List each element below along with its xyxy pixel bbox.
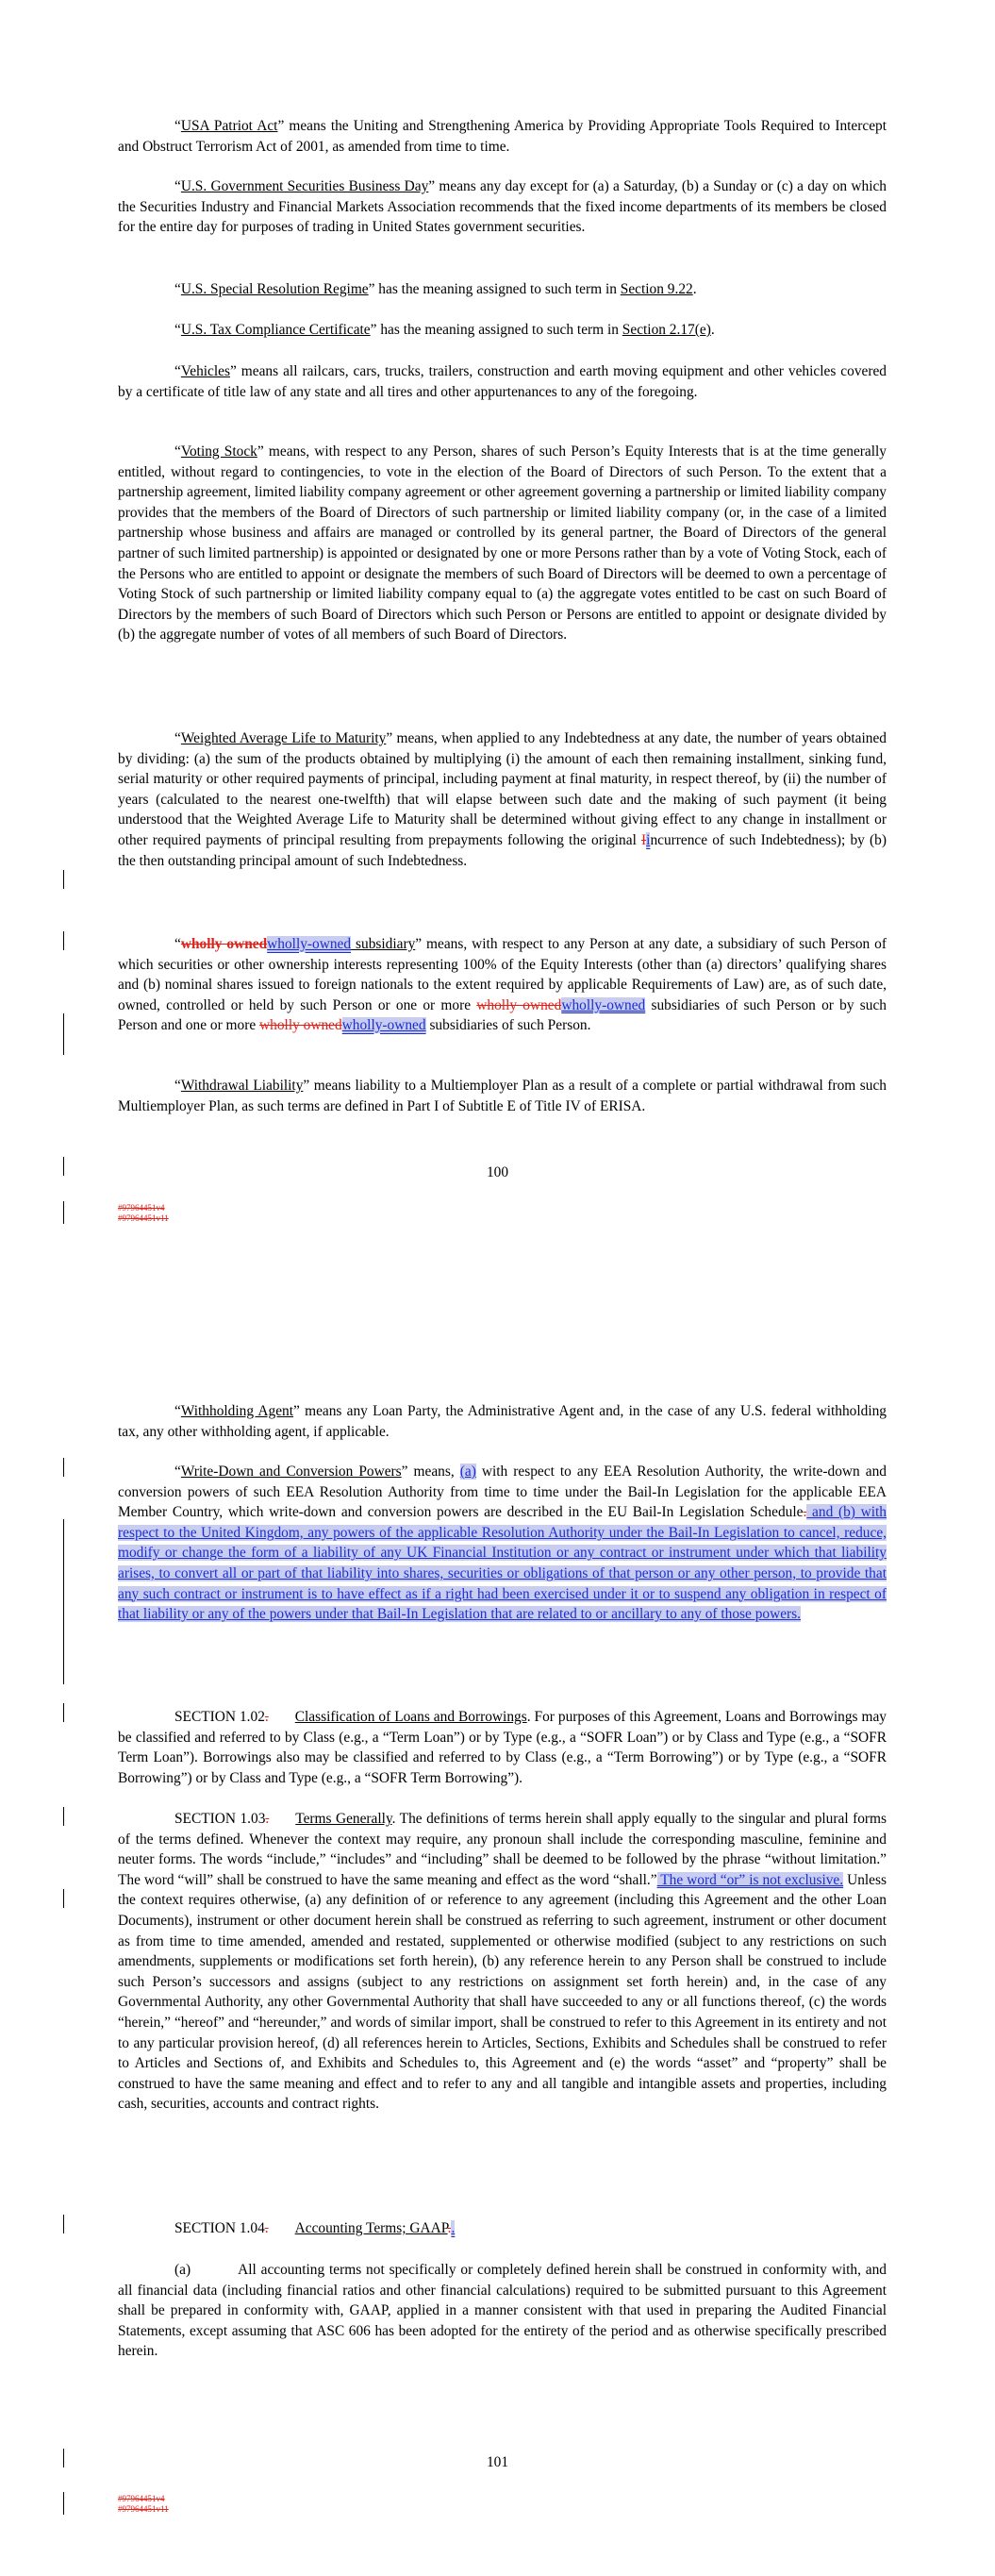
change-bar <box>63 1703 64 1722</box>
section-label: SECTION 1.04 <box>174 2220 265 2236</box>
page-100 <box>0 0 995 1250</box>
change-bar <box>63 2449 64 2467</box>
change-bar <box>63 1013 64 1055</box>
page-number: 100 <box>486 1164 509 1180</box>
page-number: 101 <box>486 2454 509 2470</box>
defined-term: Weighted Average Life to Maturity <box>180 730 387 746</box>
section-label: SECTION 1.02 <box>174 1709 265 1725</box>
change-bar <box>63 1458 64 1477</box>
def-wholly-owned-subsidiary: “wholly ownedwholly-owned subsidiary” means, with respect to any Person at any date, a subsidiary of such Person of which securities or other ownership interests representing 100% of the Equity Interests (other than (a) directors’ qualifying shares and (b) nominal shares issued to foreign nationals to the extent required by applicable Requirements of Law) are, as of such date, owned, controlled or held by such Person or one or more wholly ownedwholly-owned subsidiaries of such Person or by such Person and one or more wholly ownedwholly-owned subsidiaries of such Person. <box>118 936 887 1034</box>
defined-term: U.S. Tax Compliance Certificate <box>180 322 371 338</box>
change-bar <box>63 2492 64 2515</box>
defined-term: subsidiary <box>351 936 416 952</box>
change-bar <box>63 931 64 950</box>
clause-label: (a) <box>174 2262 191 2278</box>
inserted-text: wholly-owned <box>341 1017 426 1034</box>
def-withdrawal-liability: “Withdrawal Liability” means liability to a Multiemployer Plan as a result of a complete or partial withdrawal from such Multiemployer Plan, as such terms are defined in Part I of Subtitle E of Title IV of ERISA. <box>118 1078 887 1114</box>
change-bar <box>63 1519 64 1684</box>
def-us-gov-securities-business-day: “U.S. Government Securities Business Day” means any day except for (a) a Saturday, (b) a Sunday or (c) a day on which the Securities Industry and Financial Markets Association recommends that the fixed income departments of its members be closed for the entire day for purposes of trading in United States government securities. <box>118 178 887 236</box>
deleted-text: I <box>641 831 647 848</box>
section-title: Accounting Terms; GAAP <box>294 2220 448 2236</box>
defined-term: Withholding Agent <box>180 1403 294 1419</box>
defined-term: U.S. Special Resolution Regime <box>180 281 369 297</box>
change-bar <box>63 870 64 889</box>
change-bar <box>63 1201 64 1224</box>
section-reference[interactable]: Section 9.22 <box>620 281 693 297</box>
inserted-text: i <box>646 831 651 848</box>
inserted-text: The word “or” is not exclusive. <box>656 1871 844 1888</box>
def-voting-stock: “Voting Stock” means, with respect to any Person, shares of such Person’s Equity Interests that is at the time generally entitled, without regard to contingencies, to vote in the election of the Board of Directors of such Person. To the extent that a partnership agreement, limited liability company agreement or other agreement governing a partnership or limited liability company provides that the members of the Board of Directors of such partnership or limited liability company (or, in the case of a limited partnership whose business and affairs are managed or controlled by its general partner, the Board of Directors of the general partner of such limited partnership) is appointed or designated by one or more Persons rather than by a vote of Voting Stock, each of the Persons who are entitled to appoint or designate the members of such Board of Directors will be deemed to own a percentage of Voting Stock of such partnership or limited liability company equal to (a) the aggregate votes entitled to be cast on such Board of Directors by the members of such Board of Directors which such Person or Persons are entitled to appoint or designate divided by (b) the aggregate number of votes of all members of such Board of Directors. <box>118 443 887 644</box>
deleted-text: wholly owned <box>259 1017 342 1034</box>
inserted-text: (a) <box>459 1464 476 1480</box>
section-title: Classification of Loans and Borrowings <box>294 1709 527 1725</box>
section-label: SECTION 1.03 <box>174 1811 266 1827</box>
def-write-down-conversion-powers: “Write-Down and Conversion Powers” means, (a) with respect to any EEA Resolution Authority, the write-down and conversion powers of such EEA Resolution Authority from time to time under the Bail-In Legislation for the applicable EEA Member Country, which write-down and conversion powers are described in the EU Bail-In Legislation Schedule. and (b) with respect to the United Kingdom, any powers of the applicable Resolution Authority under the Bail-In Legislation to cancel, reduce, modify or change the form of a liability of any UK Financial Institution or any contract or instrument under which that liability arises, to convert all or part of that liability into shares, securities or obligations of that person or any other person, to provide that any such contract or instrument is to have effect as if a right had been exercised under it or to suspend any obligation in respect of that liability or any of the powers under that Bail-In Legislation that are related to or ancillary to any of those powers. <box>118 1464 887 1623</box>
defined-term: USA Patriot Act <box>180 118 278 134</box>
def-weighted-average-life: “Weighted Average Life to Maturity” means, when applied to any Indebtedness at any date, the number of years obtained by dividing: (a) the sum of the products obtained by multiplying (i) the amount of each then remaining installment, sinking fund, serial maturity or other required payments of principal, including payment at final maturity, in respect thereof, by (ii) the number of years (calculated to the nearest one-twelfth) that will elapse between such date and the making of such payment (it being understood that the Weighted Average Life to Maturity shall be determined without giving effect to any change in installment or other required payments of principal resulting from prepayments following the original Iincurrence of such Indebtedness); by (b) the then outstanding principal amount of such Indebtedness. <box>118 730 887 869</box>
def-us-tax-compliance-certificate: “U.S. Tax Compliance Certificate” has the meaning assigned to such term in Section 2.17(e). <box>174 322 715 338</box>
section-1-03: SECTION 1.03. Terms Generally. The definitions of terms herein shall apply equally to the singular and plural forms of the terms defined. Whenever the context may require, any pronoun shall include the corresponding masculine, feminine and neuter forms. The words “include,” “includes” and “including” shall be deemed to be followed by the phrase “without limitation.” The word “will” shall be construed to have the same meaning and effect as the word “shall.” The word “or” is not exclusive. Unless the context requires otherwise, (a) any definition of or reference to any agreement (including this Agreement and the other Loan Documents), instrument or other document herein shall be construed as referring to such agreement, instrument or other document as from time to time amended, amended and restated, supplemented or otherwise modified (subject to any restrictions on such amendments, supplements or modifications set forth herein), (b) any reference herein to any Person shall be construed to include such Person’s successors and assigns (subject to any restrictions on assignment set forth herein) and, in the case of any Governmental Authority, any other Governmental Authority that shall have succeeded to any or all functions thereof, (c) the words “herein,” “hereof” and “hereunder,” and words of similar import, shall be construed to refer to this Agreement in its entirety and not to any particular provision hereof, (d) all references herein to Articles, Sections, Exhibits and Schedules shall be construed to refer to Articles and Sections of, and Exhibits and Schedules to, this Agreement and (e) the words “asset” and “property” shall be construed to have the same meaning and effect and to refer to any and all tangible and intangible assets and properties, including cash, securities, accounts and contract rights. <box>118 1811 887 2113</box>
change-bar <box>63 1889 64 1908</box>
inserted-text: and (b) with respect to the United Kingdom, any powers of the applicable Resolution Authority under the Bail-In Legislation to cancel, reduce, modify or change the form of a liability of any UK Financial Institution or any contract or instrument under which that liability arises, to convert all or part of that liability into shares, securities or obligations of that person or any other person, to provide that any such contract or instrument is to have effect as if a right had been exercised under it or to suspend any obligation in respect of that liability or any of the powers under that Bail-In Legislation that are related to or ancillary to any of those powers. <box>118 1504 887 1623</box>
inserted-text: wholly-owned <box>561 996 646 1013</box>
doc-id-stamp: #97964451v4 #97964451v11 <box>118 2494 169 2514</box>
change-bar <box>63 1807 64 1826</box>
def-withholding-agent: “Withholding Agent” means any Loan Party, the Administrative Agent and, in the case of any U.S. federal withholding tax, any other withholding agent, if applicable. <box>118 1403 887 1440</box>
defined-term: U.S. Government Securities Business Day <box>180 178 429 194</box>
change-bar <box>63 1157 64 1176</box>
defined-term: Write-Down and Conversion Powers <box>180 1464 402 1480</box>
def-vehicles: “Vehicles” means all railcars, cars, trucks, trailers, construction and earth moving equipment and other vehicles covered by a certificate of title law of any state and all tires and other appurtenances to any of the foregoing. <box>118 363 887 400</box>
page-101 <box>0 1250 995 2576</box>
change-bar <box>63 2215 64 2233</box>
section-1-04-a: (a) All accounting terms not specifically or completely defined herein shall be construed in conformity with, and all financial data (including financial ratios and other financial calculations) required to be submitted pursuant to this Agreement shall be prepared in conformity with, GAAP, applied in a manner consistent with that used in preparing the Audited Financial Statements, except assuming that ASC 606 has been adopted for the entirety of the period and as otherwise specifically prescribed herein. <box>118 2262 887 2360</box>
section-1-02: SECTION 1.02. Classification of Loans and Borrowings. For purposes of this Agreement, Loans and Borrowings may be classified and referred to by Class (e.g., a “Term Loan”) or by Type (e.g., a “SOFR Loan”) or by Class and Type (e.g., a “SOFR Term Loan”). Borrowings also may be classified and referred to by Class (e.g., a “Term Borrowing”) or by Type (e.g., a “SOFR Borrowing”) or by Class and Type (e.g., a “SOFR Term Borrowing”). <box>118 1709 887 1786</box>
deleted-text: . <box>803 1504 807 1521</box>
defined-term: Voting Stock <box>180 443 257 460</box>
deleted-text: wholly owned <box>180 936 268 952</box>
section-title: Terms Generally <box>295 1811 392 1827</box>
def-us-special-resolution-regime: “U.S. Special Resolution Regime” has the meaning assigned to such term in Section 9.22. <box>174 281 697 297</box>
deleted-text: wholly owned <box>476 996 562 1013</box>
section-reference[interactable]: Section 2.17(e) <box>622 322 711 338</box>
doc-id-stamp: #97964451v4 #97964451v11 <box>118 1203 169 1223</box>
defined-term: Withdrawal Liability <box>180 1078 304 1094</box>
defined-term: Vehicles <box>180 363 230 379</box>
def-usa-patriot-act: “USA Patriot Act” means the Uniting and Strengthening America by Providing Appropriate Tools Required to Intercept and Obstruct Terrorism Act of 2001, as amended from time to time. <box>118 118 887 155</box>
inserted-text: wholly-owned <box>267 936 352 952</box>
section-1-04: SECTION 1.04. Accounting Terms; GAAP.. <box>174 2220 456 2236</box>
